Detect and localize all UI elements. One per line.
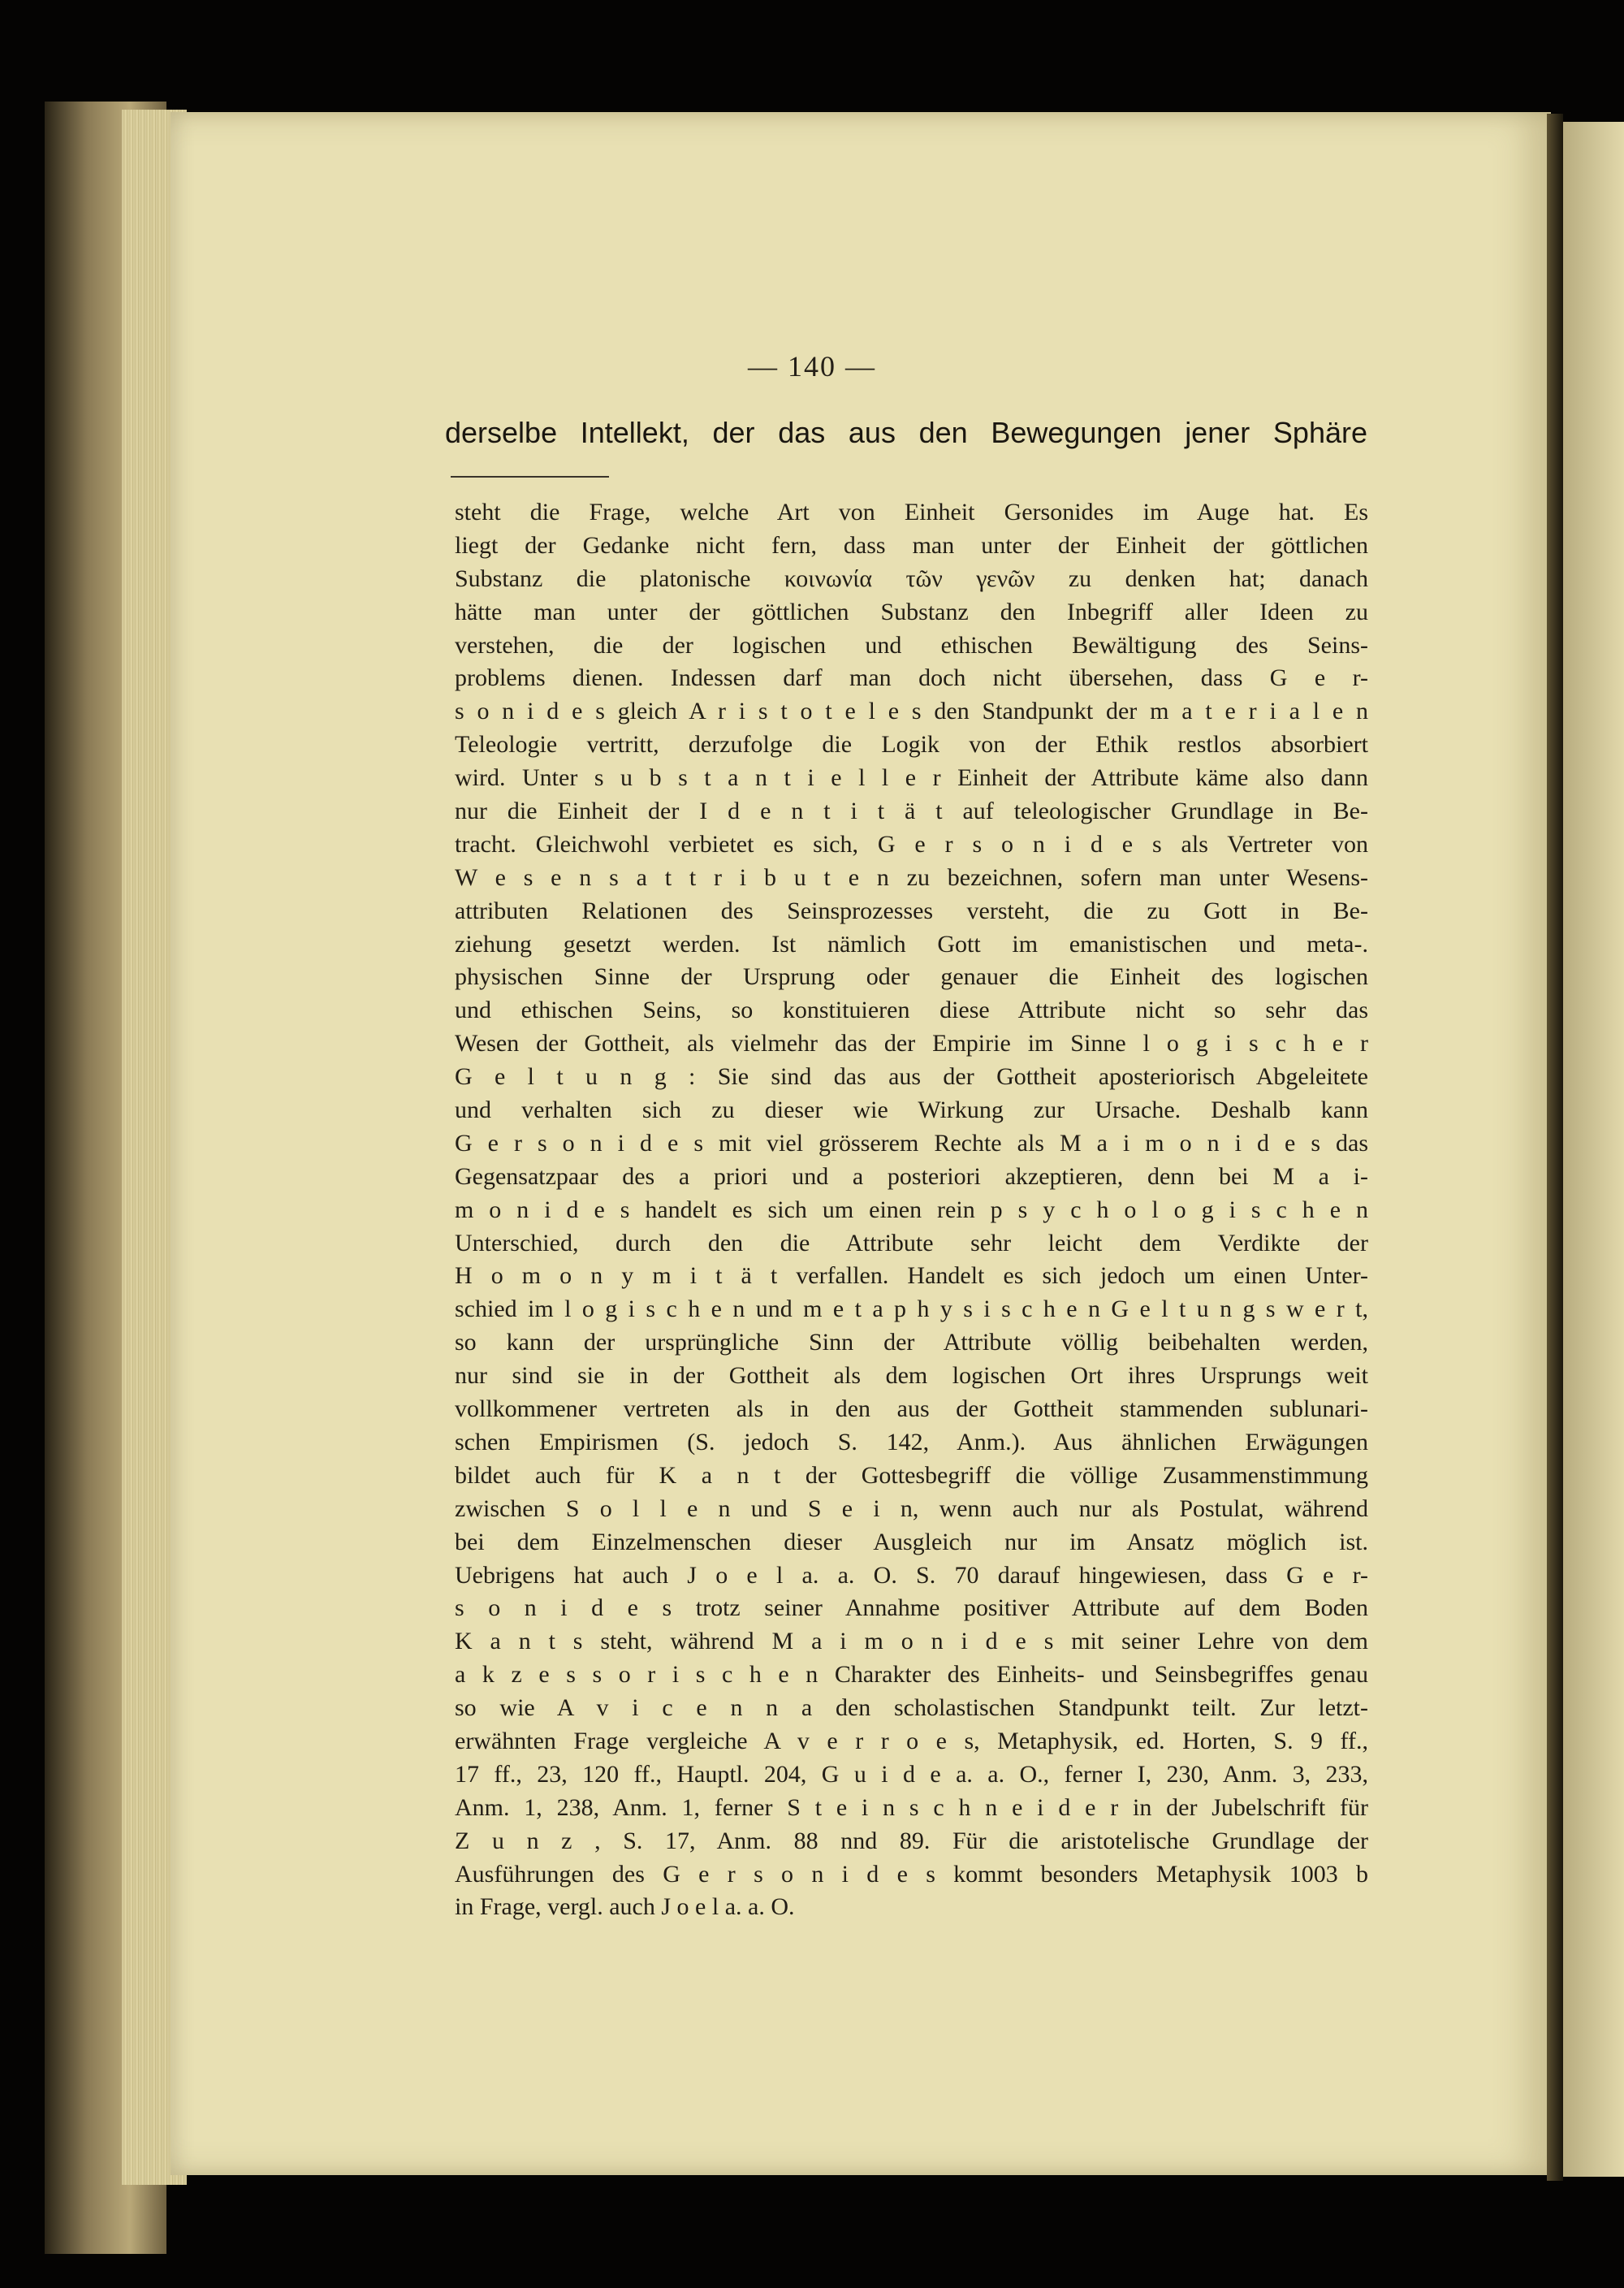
footnote-line: bildet auch für K a n t der Gottesbegriff die völlige Zusammenstimmung (455, 1461, 1368, 1489)
footnote-line: a k z e s s o r i s c h e n Charakter des Einheits- und Seinsbegriffes genau (455, 1661, 1368, 1689)
footnote-line: nur die Einheit der I d e n t i t ä t auf teleologischer Grundlage in Be- (455, 798, 1368, 825)
footnote-line: Ausführungen des G e r s o n i d e s kommt besonders Metaphysik 1003 b (455, 1860, 1368, 1888)
footnote-line: Unterschied, durch den die Attribute sehr leicht dem Verdikte der (455, 1229, 1368, 1256)
footnote-line: m o n i d e s handelt es sich um einen rein p s y c h o l o g i s c h e n (455, 1196, 1368, 1223)
footnote-line: Uebrigens hat auch J o e l a. a. O. S. 70 darauf hingewiesen, dass G e r- (455, 1561, 1368, 1589)
footnote-line: Substanz die platonische κοινωνία τῶν γενῶν zu denken hat; danach (455, 564, 1368, 592)
footnote-line: vollkommener vertreten als in den aus der Gottheit stammenden sublunari- (455, 1395, 1368, 1423)
footnote-line: steht die Frage, welche Art von Einheit Gersonides im Auge hat. Es (455, 499, 1368, 526)
footnote-line: W e s e n s a t t r i b u t e n zu bezeichnen, sofern man unter Wesens- (455, 863, 1368, 891)
footnote-separator-rule (451, 476, 609, 478)
footnote-line: zwischen S o l l e n und S e i n, wenn auch nur als Postulat, während (455, 1494, 1368, 1522)
footnote-line: erwähnten Frage vergleiche A v e r r o e s, Metaphysik, ed. Horten, S. 9 ff., (455, 1727, 1368, 1754)
footnote-line: s o n i d e s gleich A r i s t o t e l e s den Standpunkt der m a t e r i a l e n (455, 698, 1368, 725)
footnote-line: physischen Sinne der Ursprung oder genauer die Einheit des logischen (455, 963, 1368, 991)
footnote-line: so wie A v i c e n n a den scholastischen Standpunkt teilt. Zur letzt- (455, 1694, 1368, 1722)
footnote-line: liegt der Gedanke nicht fern, dass man unter der Einheit der göttlichen (455, 531, 1368, 559)
footnote-line: tracht. Gleichwohl verbietet es sich, G e r s o n i d e s als Vertreter von (455, 830, 1368, 858)
continued-text-line: derselbe Intellekt, der das aus den Bewegungen jener Sphäre (445, 416, 1367, 449)
footnote-line: Z u n z , S. 17, Anm. 88 nnd 89. Für die aristotelische Grundlage der (455, 1827, 1368, 1854)
footnote-line: in Frage, vergl. auch J o e l a. a. O. (455, 1893, 795, 1921)
footnote-line: bei dem Einzelmenschen dieser Ausgleich nur im Ansatz möglich ist. (455, 1528, 1368, 1555)
footnote-text (455, 496, 1368, 1924)
footnote-line: Teleologie vertritt, derzufolge die Logik von der Ethik restlos absorbiert (455, 731, 1368, 759)
footnote-line: problems dienen. Indessen darf man doch nicht übersehen, dass G e r- (455, 664, 1368, 692)
footnote-line: verstehen, die der logischen und ethischen Bewältigung des Seins- (455, 631, 1368, 659)
footnote-line: s o n i d e s trotz seiner Annahme positiver Attribute auf dem Boden (455, 1594, 1368, 1622)
footnote-line: und verhalten sich zu dieser wie Wirkung zur Ursache. Deshalb kann (455, 1096, 1368, 1124)
footnote-line: G e l t u n g : Sie sind das aus der Gottheit aposteriorisch Abgeleitete (455, 1063, 1368, 1091)
footnote-line: wird. Unter s u b s t a n t i e l l e r Einheit der Attribute käme also dann (455, 764, 1368, 792)
footnote-line: K a n t s steht, während M a i m o n i d e s mit seiner Lehre von dem (455, 1628, 1368, 1655)
facing-page-edge (1563, 122, 1624, 2177)
footnote-line: ziehung gesetzt werden. Ist nämlich Gott im emanistischen und meta-. (455, 930, 1368, 958)
footnote-line: so kann der ursprüngliche Sinn der Attribute völlig beibehalten werden, (455, 1329, 1368, 1356)
book-gutter (1547, 114, 1563, 2181)
footnote-line: schied im l o g i s c h e n und m e t a p h y s i s c h e n G e l t u n g s w e r t, (455, 1295, 1368, 1323)
page-number: — 140 — (748, 350, 876, 383)
footnote-line: Gegensatzpaar des a priori und a posteriori akzeptieren, denn bei M a i- (455, 1162, 1368, 1190)
footnote-line: und ethischen Seins, so konstituieren diese Attribute nicht so sehr das (455, 997, 1368, 1024)
footnote-line: schen Empirismen (S. jedoch S. 142, Anm.). Aus ähnlichen Erwägungen (455, 1428, 1368, 1455)
footnote-line: H o m o n y m i t ä t verfallen. Handelt es sich jedoch um einen Unter- (455, 1262, 1368, 1290)
footnote-line: G e r s o n i d e s mit viel grösserem Rechte als M a i m o n i d e s das (455, 1129, 1368, 1157)
footnote-line: nur sind sie in der Gottheit als dem logischen Ort ihres Ursprungs weit (455, 1362, 1368, 1390)
footnote-line: Wesen der Gottheit, als vielmehr das der Empirie im Sinne l o g i s c h e r (455, 1030, 1368, 1057)
footnote-line: 17 ff., 23, 120 ff., Hauptl. 204, G u i d e a. a. O., ferner I, 230, Anm. 3, 233, (455, 1760, 1368, 1788)
footnote-line: hätte man unter der göttlichen Substanz den Inbegriff aller Ideen zu (455, 598, 1368, 625)
footnote-line: Anm. 1, 238, Anm. 1, ferner S t e i n s c h n e i d e r in der Jubelschrift für (455, 1793, 1368, 1821)
footnote-line: attributen Relationen des Seinsprozesses versteht, die zu Gott in Be- (455, 897, 1368, 924)
